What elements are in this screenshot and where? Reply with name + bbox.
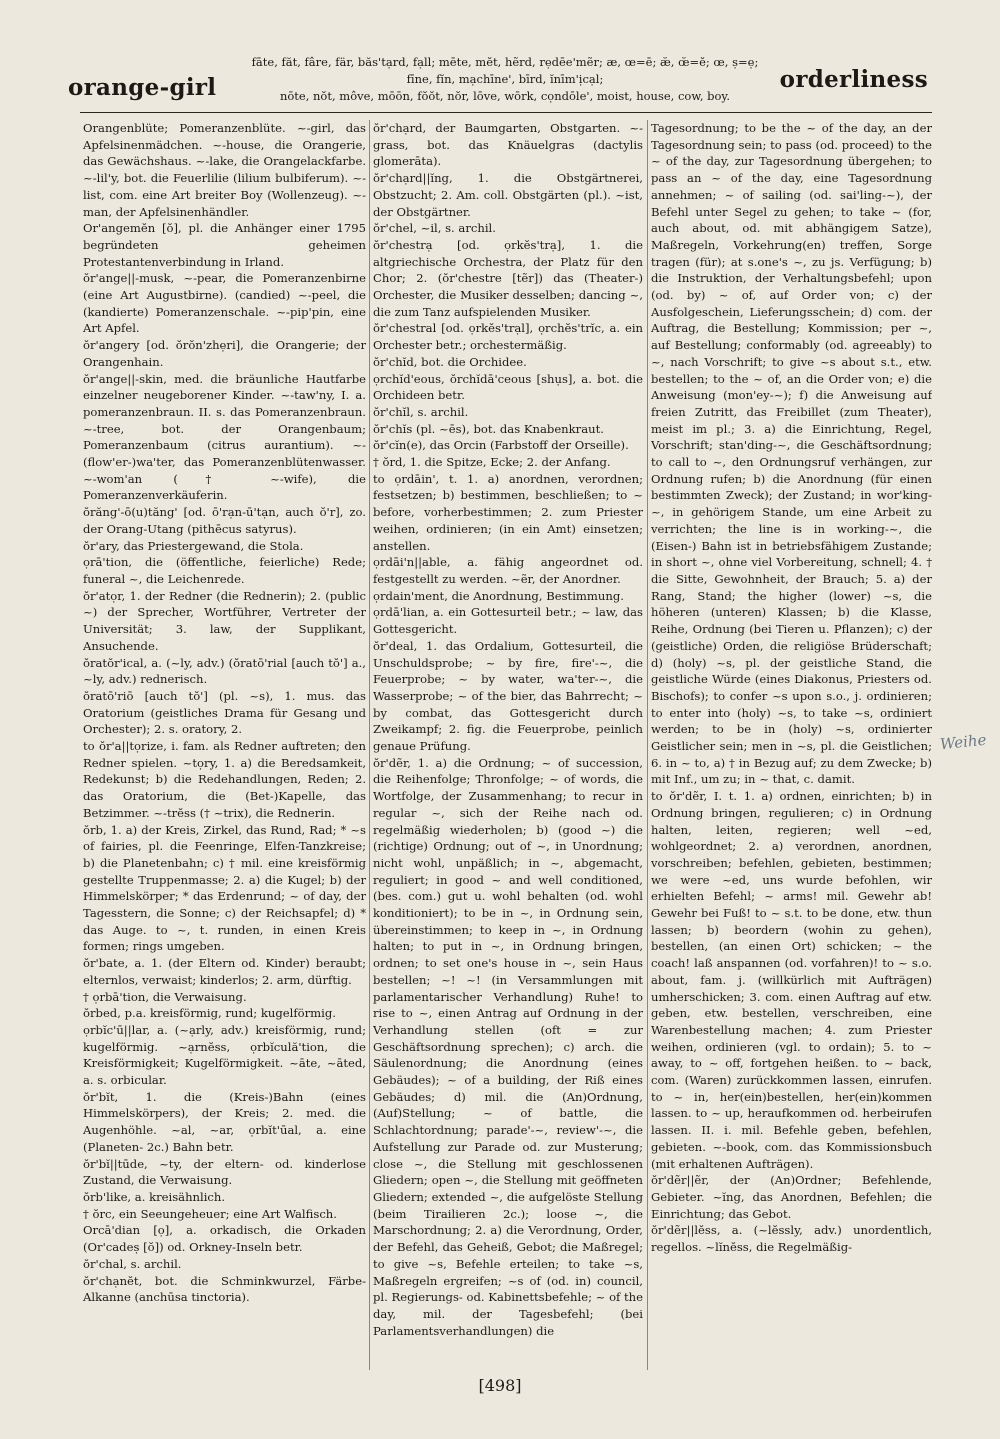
dictionary-entry: ọrbĭc'ū||lar, a. (~ạrly, adv.) kreisförmig, rund; kugelförmig. ~ạrnĕss, ọrbĭculă'tion, die Kreisförmigkeit; Kugelförmigkeit. ~āte, ~āted, a. s. orbicular. [83,1022,366,1088]
dictionary-entry: ŏr'chestrạ [od. ọrkĕs'trạ], 1. die altgriechische Orchestra, der Platz für den Chor; 2. (ŏr'chestre [tẽr]) das (Theater-) Orchester, die Musiker desselben; dancing ~, die zum Tanz aufspielenden Musiker. [373,237,643,319]
left-guide-word: orange-girl [68,74,217,101]
right-guide-word: orderliness [779,66,928,93]
pronunciation-key-line-2: fīne, fĭn, mạchīne', bīrd, ĭnīm'ịcạl; [406,72,604,86]
pronunciation-key [225,54,785,105]
dictionary-entry: Or'angemĕn [ŏ], pl. die Anhänger einer 1795 begründeten geheimen Protestantenverbindung in Irland. [83,221,366,269]
dictionary-entry: Tagesordnung; to be the ~ of the day, an der Tagesordnung sein; to pass (od. proceed) to the ~ of the day, zur Tagesordnung übergehen; to pass an ~ of the day, eine Tagesordnung annehmen; ~ of sailing (od. sai'ling-~), der Befehl unter Segel zu gehen; to take ~ (for, auch about, od. mit abhängigem Satze), Maßregeln, Vorkehrung(en) treffen, Sorge tragen (für); at s.one's ~, zu js. Verfügung; b) die Instruktion, der Verhaltungsbefehl; upon (od. by) ~ of, auf Order von; c) der Ausfolgeschein, Lieferungsschein; d) com. der Auftrag, die Bestellung; Kommission; per ~, auf Bestellung; conformably (od. agreeably) to ~, nach Vorschrift; to give ~s about s.t., etw. bestellen; to the ~ of, an die Order von; e) die Anweisung (mon'ey-~); f) die Anweisung auf freien Zutritt, das Freibillet (zum Theater), meist im pl.; 3. a) die Einrichtung, Regel, Vorschrift; stan'ding-~, die Geschäftsordnung; to call to ~, den Ordnungsruf verhängen, zur Ordnung rufen; b) die Anordnung (für einen bestimmten Zweck); der Zustand; in wor'king-~, in gehörigem Stande, um eine Arbeit zu verrichten; the line is in working-~, die (Eisen-) Bahn ist in betriebsfähigem Zustande; in short ~, ohne viel Vorbereitung, schnell; 4. † die Sitte, Gewohnheit, der Brauch; 5. a) der Rang, Stand; the higher (lower) ~s, die höheren (unteren) Klassen; b) die Klasse, Reihe, Ordnung (bei Tieren u. Pflanzen); c) der (geistliche) Orden, die religiöse Brüderschaft; d) (holy) ~s, pl. der geistliche Stand, die geistliche Würde (eines Diakonus, Priesters od. Bischofs); to confer ~s upon s.o., j. ordinieren; to enter into (holy) ~s, to take ~s, ordiniert werden; to be in (holy) ~s, ordinierter Geistlicher sein; men in ~s, pl. die Geistlichen; 6. in ~ to, a) † in Bezug auf; zu dem Zwecke; b) mit Inf., um zu; in ~ that, c. damit. [651,121,932,787]
dictionary-entry: ọrdāi'n||able, a. fähig angeordnet od. festgestellt zu werden. ~ẽr, der Anordner. [373,555,643,586]
dictionary-entry: ọrdā'lian, a. ein Gottesurteil betr.; ~ law, das Gottesgericht. [373,605,643,637]
pronunciation-key-line-1: fāte, făt, fâre, fär, băs'tạrd, fạll; mēte, mĕt, hẽrd, rẹdēe'mẽr; æ, œ=ē; æ̆, œ̆=ĕ; œ, ṣ=ẹ; [251,55,759,69]
dictionary-entry: ŏr'chestral [od. ọrkĕs'trạl], ọrchĕs'trĭc, a. ein Orchester betr.; orchestermäßig. [373,321,643,353]
handwritten-margin-note: Weihe [939,730,988,754]
dictionary-entry: ŏr'chĭd, bot. die Orchidee. [373,354,527,369]
dictionary-entry: Orcā'dian [ọ], a. orkadisch, die Orkaden (Or'cadeṣ [ŏ]) od. Orkney-Inseln betr. [83,1223,366,1255]
dictionary-entry: ŏr'dẽr, 1. a) die Ordnung; ~ of succession, die Reihenfolge; Thronfolge; ~ of words, die Wortfolge, der Zusammenhang; to recur in regular ~, sich der Reihe nach od. regelmäßig wiederholen; b) (good ~) die (richtige) Ordnung; out of ~, in Unordnung; nicht wohl, unpäßlich; in ~, abgemacht, reguliert; in good ~ and well conditioned, (bes. com.) gut u. wohl behalten (od. wohl konditioniert); to be in ~, in Ordnung sein, übereinstimmen; to keep in ~, in Ordnung halten; to put in ~, in Ordnung bringen, ordnen; to set one's house in ~, sein Haus bestellen; ~! ~! (in Versammlungen mit parlamentarischer Verhandlung) Ruhe! to rise to ~, einen Antrag auf Ordnung in der Verhandlung stellen (oft = zur Geschäftsordnung sprechen); c) arch. die Säulenordnung; die Anordnung (eines Gebäudes); ~ of a building, der Riß eines Gebäudes; d) mil. die (An)Ordnung, (Auf)Stellung; ~ of battle, die Schlachtordnung; parade'-~, review'-~, die Aufstellung zur Parade od. zur Musterung; close ~, die Stellung mit geschlossenen Gliedern; open ~, die Stellung mit geöffneten Gliedern; extended ~, die aufgelöste Stellung (beim Tirailieren 2c.); loose ~, die Marschordnung; 2. a) die Verordnung, Order, der Befehl, das Geheiß, Gebot; die Maßregel; to give ~s, Befehle erteilen; to take ~s, Maßregeln ergreifen; ~s of (od. in) council, pl. Regierungs- od. Kabinettsbefehle; ~ of the day, mil. der Tagesbefehl; (bei Parlamentsverhandlungen) die [373,755,643,1338]
dictionary-entry: † ọrbā'tion, die Verwaisung. [83,989,247,1004]
dictionary-entry: ŏrb'like, a. kreisähnlich. [83,1190,226,1204]
dictionary-entry: ŏratŏr'ical, a. (~ly, adv.) (ŏratō'rial [auch tŏ'] a., ~ly, adv.) rednerisch. [83,655,366,687]
dictionary-entry: ŏr'ange||-musk, ~-pear, die Pomeranzenbirne (eine Art Augustbirne). (candied) ~-peel, die (kandierte) Pomeranzenschale. ~-pip'pin, eine Art Apfel. [83,271,366,336]
dictionary-entry: ŏr'chal, s. archil. [83,1256,182,1271]
dictionary-entry: ŏr'bate, a. 1. (der Eltern od. Kinder) beraubt; elternlos, verwaist; kinderlos; 2. arm, dürftig. [83,956,366,987]
dictionary-entry: ŏr'chĭs (pl. ~ēs), bot. das Knabenkraut. [373,421,604,436]
column-1 [83,120,366,1370]
dictionary-entry: ŏr'chạrd, der Baumgarten, Obstgarten. ~-grass, bot. das Knäuelgras (dactylis glomerāta). [373,121,643,169]
column-3 [651,120,932,1370]
dictionary-entry: to ŏr'a||tọrize, i. fam. als Redner auftreten; den Redner spielen. ~tọry, 1. a) die Beredsamkeit, Redekunst; b) die Redehandlungen, Reden; 2. das Oratorium, die (Bet-)Kapelle, das Betzimmer. ~-trĕss († ~trix), die Rednerin. [83,739,366,820]
dictionary-entry: ŏrb, 1. a) der Kreis, Zirkel, das Rund, Rad; * ~s of fairies, pl. die Feenringe, Elfen-Tanzkreise; b) die Planetenbahn; c) † mil. eine kreisförmig gestellte Truppenmasse; 2. a) die Kugel; b) der Himmelskörper; * das Erdenrund; ~ of day, der Tagesstern, die Sonne; c) der Reichsapfel; d) * das Auge. to ~, t. runden, in einen Kreis formen; rings umgeben. [83,822,366,954]
dictionary-entry: † ŏrd, 1. die Spitze, Ecke; 2. der Anfang. [373,455,611,470]
pronunciation-key-line-3: nōte, nŏt, môve, mōōn, fŏŏt, nŏr, lōve, wōrk, cọndōle', moist, house, cow, boy. [279,89,731,103]
dictionary-entry: ŏrăng'-ō(u)tăng' [od. ō'rạn-ū'tạn, auch ŏ'r], zo. der Orang-Utang (pithēcus satyrus). [83,505,366,536]
dictionary-entry: ŏr'angery [od. ŏrŏn'zhẹri], die Orangerie; der Orangenhain. [83,338,366,369]
dictionary-entry: ŏr'ange||-skin, med. die bräunliche Hautfarbe einzelner neugeborener Kinder. ~-taw'ny, I. a. pomeranzenbraun. II. s. das Pomeranzenbraun. ~-tree, bot. der Orangenbaum; Pomeranzenbaum (citrus aurantium). ~-(flow'er-)wa'ter, das Pomeranzenblütenwasser. ~-wom'an († ~-wife), die Pomeranzenverkäuferin. [83,371,366,503]
dictionary-entry: Orangenblüte; Pomeranzenblüte. ~-girl, das Apfelsinenmädchen. ~-house, die Orangerie, das Gewächshaus. ~-lake, die Orangelackfarbe. ~-lil'y, bot. die Feuerlilie (lilium bulbiferum). ~-list, com. eine Art breiter Boy (Wollenzeug). ~-man, der Apfelsinenhändler. [83,121,366,219]
dictionary-entry: to ŏr'dẽr, I. t. 1. a) ordnen, einrichten; b) in Ordnung bringen, regulieren; c) in Ordnung halten, leiten, regieren; well ~ed, wohlgeordnet; 2. a) verordnen, anordnen, vorschreiben; befehlen, gebieten, bestimmen; we were ~ed, uns wurde befohlen, wir erhielten Befehl; ~ arms! mil. Gewehr ab! Gewehr bei Fuß! to ~ s.t. to be done, etw. thun lassen; b) beordern (wohin zu gehen), bestellen, (an einen Ort) schicken; ~ the coach! laß anspannen (od. vorfahren)! to ~ s.o. about, fam. j. (willkürlich mit Aufträgen) umherschicken; 3. com. einen Auftrag auf etw. geben, etw. bestellen, verschreiben, eine Warenbestellung machen; 4. zum Priester weihen, ordinieren (vgl. to ordain); 5. to ~ away, to ~ off, fortgehen heißen. to ~ back, com. (Waren) zurückkommen lassen, einrufen. to ~ in, her(ein)bestellen, her(ein)kommen lassen. to ~ up, heraufkommen od. herbeirufen lassen. II. i. mil. Befehle geben, befehlen, gebieten. ~-book, com. das Kommissionsbuch (mit erhaltenen Aufträgen). [651,789,932,1171]
column-divider-2 [647,120,648,1370]
column-divider-1 [369,120,370,1370]
page-number: [498] [478,1376,522,1395]
dictionary-entry: ŏr'dẽr||ẽr, der (An)Ordner; Befehlende, Gebieter. ~ĭng, das Anordnen, Befehlen; die Einrichtung; das Gebot. [651,1173,932,1221]
dictionary-entry: ŏr'chĭl, s. archil. [373,404,469,419]
dictionary-entry: ŏr'dẽr||lĕss, a. (~lĕssly, adv.) unordentlich, regellos. ~lĭnĕss, die Regelmäßig- [651,1223,932,1255]
dictionary-entry: ŏr'atọr, 1. der Redner (die Rednerin); 2. (public ~) der Sprecher, Wortführer, Vertreter der Universität; 3. law, der Supplikant, Ansuchende. [83,588,366,653]
dictionary-entry: ŏr'ary, das Priestergewand, die Stola. [83,538,304,553]
dictionary-entry: ọrdain'ment, die Anordnung, Bestimmung. [373,588,624,603]
column-2 [373,120,643,1370]
dictionary-entry: ŏr'bĭt, 1. die (Kreis-)Bahn (eines Himmelskörpers), der Kreis; 2. med. die Augenhöhle. ~al, ~ar, ọrbĭt'ūal, a. eine (Planeten- 2c.) Bahn betr. [83,1089,366,1154]
dictionary-entry: ọrchĭd'eous, ŏrchĭdā'ceous [shụs], a. bot. die Orchideen betr. [373,371,643,403]
dictionary-entry: ŏratō'riō [auch tŏ'] (pl. ~s), 1. mus. das Oratorium (geistliches Drama für Gesang und Orchester); 2. s. oratory, 2. [83,688,366,737]
dictionary-entry: ŏr'chạrd||ĭng, 1. die Obstgärtnerei, Obstzucht; 2. Am. coll. Obstgärten (pl.). ~ist, der Obstgärtner. [373,171,643,219]
dictionary-entry: ŏr'bĭ||tūde, ~ty, der eltern- od. kinderlose Zustand, die Verwaisung. [83,1156,366,1188]
dictionary-entry: † ŏrc, ein Seeungeheuer; eine Art Walfisch. [83,1206,337,1221]
dictionary-entry: ŏr'deal, 1. das Ordalium, Gottesurteil, die Unschuldsprobe; ~ by fire, fire'-~, die Feuerprobe; ~ by water, wa'ter-~, die Wasserprobe; ~ of the bier, das Bahrrecht; ~ by combat, das Gottesgericht durch Zweikampf; 2. fig. die Feuerprobe, peinlich genaue Prüfung. [373,638,643,754]
dictionary-entry: ŏr'chạnĕt, bot. die Schminkwurzel, Färbe-Alkanne (anchūsa tinctoria). [83,1273,366,1305]
dictionary-entry: ọrā'tion, die (öffentliche, feierliche) Rede; funeral ~, die Leichenrede. [83,555,366,586]
dictionary-entry: ŏr'cĭn(e), das Orcin (Farbstoff der Orseille). [373,438,629,453]
dictionary-entry: ŏrbed, p.a. kreisförmig, rund; kugelförmig. [83,1006,336,1021]
dictionary-entry: ŏr'chel, ~il, s. archil. [373,221,496,236]
dictionary-entry: to ọrdāin', t. 1. a) anordnen, verordnen; festsetzen; b) bestimmen, beschließen; to ~ before, vorherbestimmen; 2. zum Priester weihen, ordinieren; (in ein Amt) einsetzen; anstellen. [373,471,643,553]
header-rule [80,112,932,113]
